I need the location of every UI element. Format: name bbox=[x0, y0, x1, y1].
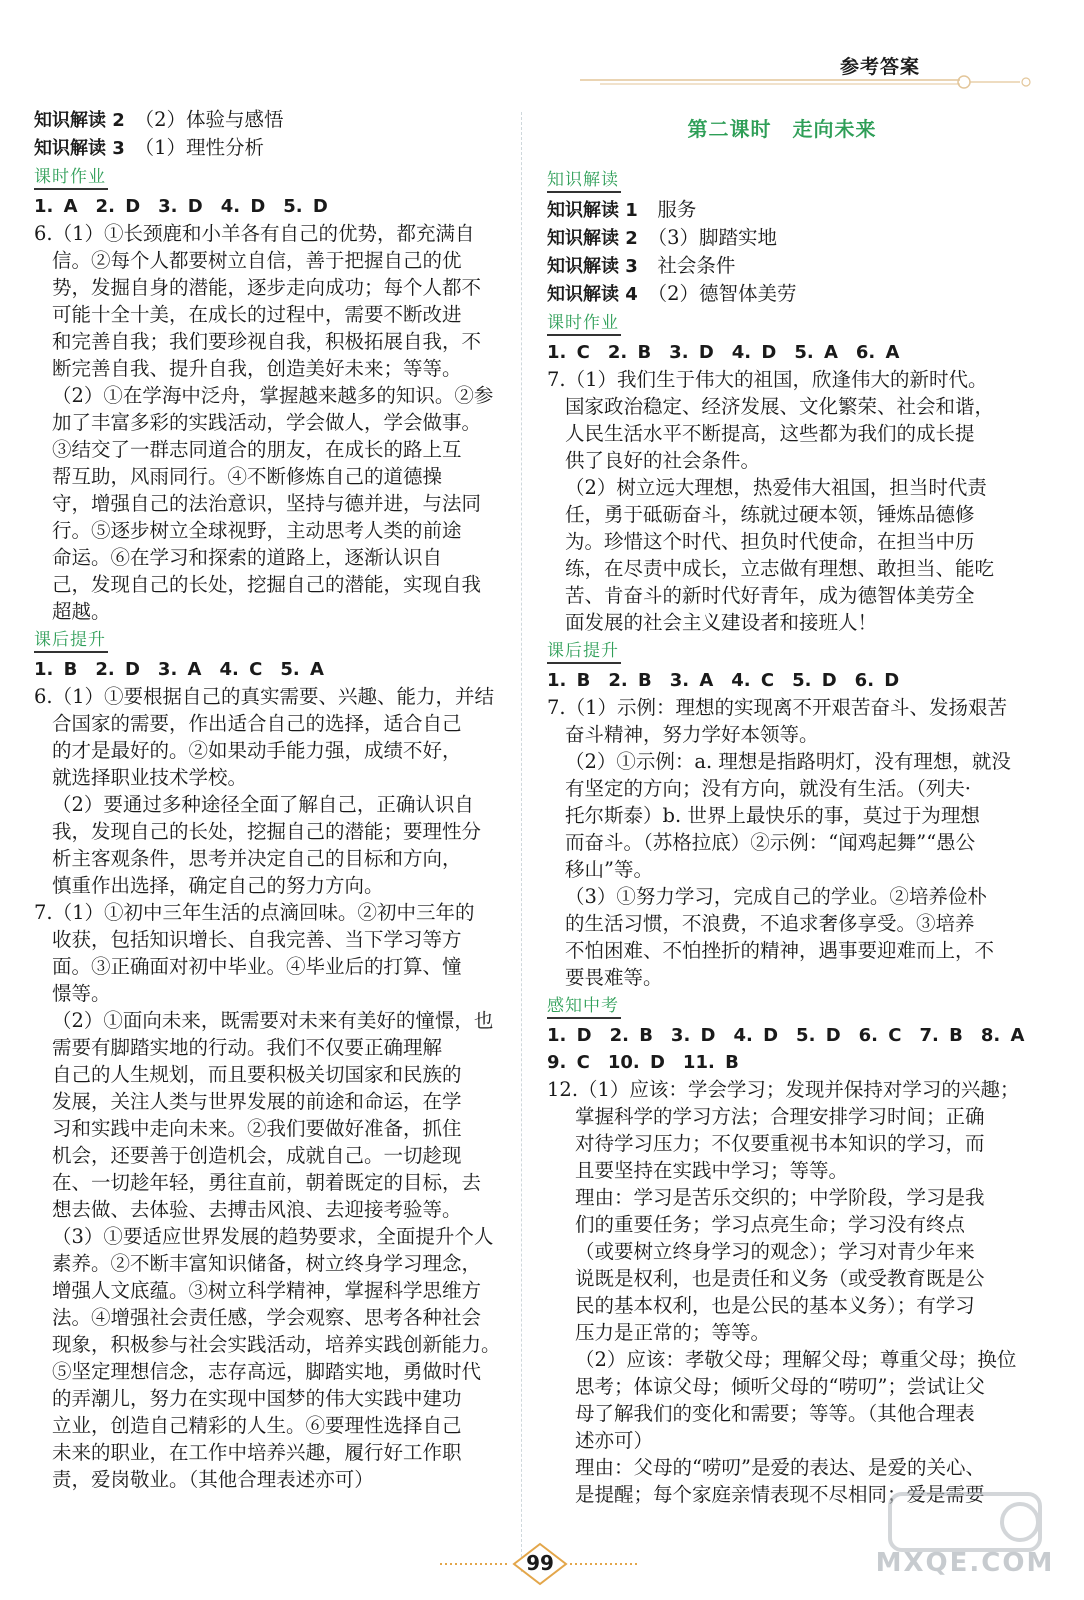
answer-line: 未来的职业，在工作中培养兴趣，履行好工作职 bbox=[52, 1441, 462, 1464]
question-block bbox=[34, 220, 504, 625]
question-block bbox=[34, 683, 504, 899]
answer-line: ③结交了一群志同道合的朋友，在成长的路上互 bbox=[52, 438, 462, 461]
answer-line: 理由：父母的“唠叨”是爱的表达、是爱的关心、 bbox=[575, 1456, 985, 1479]
answer-line: 练，在尽责中成长，立志做有理想、敢担当、能吃 bbox=[565, 557, 995, 580]
knowledge-item: 知识解读 2 （3）脚踏实地 bbox=[547, 226, 777, 249]
answer-line: 是提醒；每个家庭亲情表现不尽相同；爱是需要 bbox=[575, 1483, 985, 1506]
answer-line: （或要树立终身学习的观念）；学习对青少年来 bbox=[575, 1240, 975, 1263]
answer-line: 势，发掘自身的潜能，逐步走向成功；每个人都不 bbox=[52, 276, 482, 299]
answer-row: 1. B 2. B 3. A 4. C 5. D 6. D bbox=[547, 670, 900, 691]
answer-line: （2）树立远大理想，热爱伟大祖国，担当时代责 bbox=[565, 476, 987, 499]
answer-line: 面发展的社会主义建设者和接班人！ bbox=[565, 611, 878, 634]
answer-line: 析主客观条件，思考并决定自己的目标和方向， bbox=[52, 847, 462, 870]
answer-line: 合国家的需要，作出适合自己的选择，适合自己 bbox=[52, 712, 462, 735]
answer-line: 在、一切趁年轻，勇往直前，朝着既定的目标，去 bbox=[52, 1171, 482, 1194]
answer-line: 而奋斗。（苏格拉底）②示例：“闻鸡起舞”“愚公 bbox=[565, 831, 976, 854]
knowledge-item: 知识解读 1 服务 bbox=[547, 198, 697, 221]
answer-line: 母了解我们的变化和需要；等等。（其他合理表 bbox=[575, 1402, 975, 1425]
answer-line: 国家政治稳定、经济发展、文化繁荣、社会和谐， bbox=[565, 395, 995, 418]
answer-line: 说既是权利，也是责任和义务（或受教育既是公 bbox=[575, 1267, 985, 1290]
answer-line: 的生活习惯，不浪费，不追求奢侈享受。③培养 bbox=[565, 912, 975, 935]
page-number: 99 bbox=[526, 1551, 554, 1575]
question-block bbox=[547, 694, 1017, 991]
watermark bbox=[870, 1488, 1060, 1588]
answer-line: 帮互助，风雨同行。④不断修炼自己的道德操 bbox=[52, 465, 443, 488]
knowledge-item: 知识解读 2 （2）体验与感悟 bbox=[34, 108, 284, 131]
answer-line: （2）①示例：a. 理想是指路明灯，没有理想，就没 bbox=[565, 750, 1011, 773]
answer-line: 任，勇于砥砺奋斗，练就过硬本领，锤炼品德修 bbox=[565, 503, 975, 526]
answer-line: 增强人文底蕴。③树立科学精神，掌握科学思维方 bbox=[52, 1279, 482, 1302]
answer-line: 需要有脚踏实地的行动。我们不仅要正确理解 bbox=[52, 1036, 443, 1059]
answer-line: 面。③正确面对初中毕业。④毕业后的打算、憧 bbox=[52, 955, 462, 978]
answer-line: 述亦可） bbox=[575, 1429, 654, 1452]
section-tag: 课后提升 bbox=[34, 629, 108, 653]
question-block bbox=[547, 1076, 1020, 1508]
answer-line: 责，爱岗敬业。（其他合理表述亦可） bbox=[52, 1468, 374, 1491]
watermark-text: MXQE.COM bbox=[875, 1548, 1055, 1578]
answer-line: 收获，包括知识增长、自我完善、当下学习等方 bbox=[52, 928, 462, 951]
question-block bbox=[547, 366, 1017, 636]
column-divider bbox=[521, 112, 522, 1572]
answer-line: 不怕困难、不怕挫折的精神，遇事要迎难而上，不 bbox=[565, 939, 995, 962]
answer-line: 可能十全十美，在成长的过程中，需要不断改进 bbox=[52, 303, 462, 326]
answer-line: 就选择职业技术学校。 bbox=[52, 766, 248, 789]
header-title: 参考答案 bbox=[840, 56, 921, 78]
answer-line: 慎重作出选择，确定自己的努力方向。 bbox=[52, 874, 384, 897]
answer-line: 有坚定的方向；没有方向，就没有生活。（列夫· bbox=[565, 777, 971, 800]
section-tag: 课时作业 bbox=[547, 312, 621, 336]
answer-line: 和完善自我；我们要珍视自我，积极拓展自我，不 bbox=[52, 330, 482, 353]
answer-line: 法。④增强社会责任感，学会观察、思考各种社会 bbox=[52, 1306, 482, 1329]
answer-line: 思考；体谅父母；倾听父母的“唠叨”；尝试让父 bbox=[575, 1375, 985, 1398]
answer-line: 民的基本权利，也是公民的基本义务）；有学习 bbox=[575, 1294, 975, 1317]
answer-line: 加了丰富多彩的实践活动，学会做人，学会做事。 bbox=[52, 411, 482, 434]
answer-line: 12.（1）应该：学会学习；发现并保持对学习的兴趣； bbox=[547, 1078, 1020, 1101]
answer-line: 们的重要任务；学习点亮生命；学习没有终点 bbox=[575, 1213, 966, 1236]
answer-line: 机会，还要善于创造机会，成就自己。一切趁现 bbox=[52, 1144, 462, 1167]
answer-line: 现象，积极参与社会实践活动，培养实践创新能力。 bbox=[52, 1333, 501, 1356]
right-column bbox=[547, 116, 1025, 1508]
answer-line: （2）①面向未来，既需要对未来有美好的憧憬，也 bbox=[52, 1009, 494, 1032]
knowledge-item: 知识解读 3 （1）理性分析 bbox=[34, 136, 264, 159]
answer-row: 1. B 2. D 3. A 4. C 5. A bbox=[34, 659, 324, 680]
answer-line: 理由：学习是苦乐交织的；中学阶段，学习是我 bbox=[575, 1186, 985, 1209]
answer-line: 立业，创造自己精彩的人生。⑥要理性选择自己 bbox=[52, 1414, 462, 1437]
answer-line: 超越。 bbox=[52, 600, 111, 623]
left-column bbox=[34, 106, 504, 1493]
header-rule bbox=[580, 74, 1050, 98]
answer-line: 守，增强自己的法治意识，坚持与德并进，与法同 bbox=[52, 492, 482, 515]
answer-line: 想去做、去体验、去搏击风浪、去迎接考验等。 bbox=[52, 1198, 462, 1221]
answer-line: 己，发现自己的长处，挖掘自己的潜能，实现自我 bbox=[52, 573, 482, 596]
answer-line: 供了良好的社会条件。 bbox=[565, 449, 761, 472]
answer-line: ⑤坚定理想信念，志存高远，脚踏实地，勇做时代 bbox=[52, 1360, 482, 1383]
answer-line: 信。②每个人都要树立自信，善于把握自己的优 bbox=[52, 249, 462, 272]
answer-line: （2）应该：孝敬父母；理解父母；尊重父母；换位 bbox=[575, 1348, 1017, 1371]
answer-line: 压力是正常的；等等。 bbox=[575, 1321, 771, 1344]
answer-row: 1. C 2. B 3. D 4. D 5. A 6. A bbox=[547, 342, 900, 363]
answer-line: 憬等。 bbox=[52, 982, 111, 1005]
answer-row: 1. A 2. D 3. D 4. D 5. D bbox=[34, 196, 328, 217]
answer-line: （2）①在学海中泛舟，掌握越来越多的知识。②参 bbox=[52, 384, 494, 407]
answer-line: 对待学习压力；不仅要重视书本知识的学习，而 bbox=[575, 1132, 985, 1155]
answer-line: 奋斗精神，努力学好本领等。 bbox=[565, 723, 819, 746]
answer-line: 人民生活水平不断提高，这些都为我们的成长提 bbox=[565, 422, 975, 445]
answer-line: （2）要通过多种途径全面了解自己，正确认识自 bbox=[52, 793, 474, 816]
section-tag: 知识解读 bbox=[547, 169, 621, 193]
answer-line: 自己的人生规划，而且要积极关切国家和民族的 bbox=[52, 1063, 462, 1086]
answer-row: 1. D 2. B 3. D 4. D 5. D 6. C 7. B 8. A bbox=[547, 1025, 1025, 1046]
answer-line: 要畏难等。 bbox=[565, 966, 663, 989]
answer-line: 6.（1）①长颈鹿和小羊各有自己的优势，都充满自 bbox=[34, 222, 475, 245]
answer-line: 且要坚持在实践中学习；等等。 bbox=[575, 1159, 849, 1182]
answer-line: （3）①要适应世界发展的趋势要求，全面提升个人 bbox=[52, 1225, 494, 1248]
answer-line: 7.（1）我们生于伟大的祖国，欣逢伟大的新时代。 bbox=[547, 368, 988, 391]
question-block bbox=[34, 899, 504, 1493]
answer-line: 移山”等。 bbox=[565, 858, 653, 881]
answer-line: 的才是最好的。②如果动手能力强，成绩不好， bbox=[52, 739, 462, 762]
answer-line: （3）①努力学习，完成自己的学业。②培养俭朴 bbox=[565, 885, 987, 908]
knowledge-item: 知识解读 3 社会条件 bbox=[547, 254, 736, 277]
answer-line: 我，发现自己的长处，挖掘自己的潜能；要理性分 bbox=[52, 820, 482, 843]
answer-row: 9. C 10. D 11. B bbox=[547, 1052, 739, 1073]
knowledge-item: 知识解读 4 （2）德智体美劳 bbox=[547, 282, 797, 305]
page-footer bbox=[440, 1542, 640, 1586]
answer-line: 习和实践中走向未来。②我们要做好准备，抓住 bbox=[52, 1117, 462, 1140]
section-tag: 课后提升 bbox=[547, 640, 621, 664]
section-tag: 感知中考 bbox=[547, 995, 621, 1019]
answer-line: 为。珍惜这个时代、担负时代使命，在担当中历 bbox=[565, 530, 975, 553]
answer-line: 命运。⑥在学习和探索的道路上，逐渐认识自 bbox=[52, 546, 443, 569]
answer-line: 行。⑤逐步树立全球视野，主动思考人类的前途 bbox=[52, 519, 462, 542]
answer-line: 素养。②不断丰富知识储备，树立终身学习理念， bbox=[52, 1252, 482, 1275]
answer-line: 的弄潮儿，努力在实现中国梦的伟大实践中建功 bbox=[52, 1387, 462, 1410]
answer-line: 托尔斯泰）b. 世界上最快乐的事，莫过于为理想 bbox=[565, 804, 980, 827]
answer-line: 苦、肯奋斗的新时代好青年，成为德智体美劳全 bbox=[565, 584, 975, 607]
answer-line: 掌握科学的学习方法；合理安排学习时间；正确 bbox=[575, 1105, 985, 1128]
answer-line: 发展，关注人类与世界发展的前途和命运，在学 bbox=[52, 1090, 462, 1113]
section-tag: 课时作业 bbox=[34, 166, 108, 190]
answer-line: 断完善自我、提升自我，创造美好未来；等等。 bbox=[52, 357, 462, 380]
answer-line: 7.（1）①初中三年生活的点滴回味。②初中三年的 bbox=[34, 901, 475, 924]
answer-line: 7.（1）示例：理想的实现离不开艰苦奋斗、发扬艰苦 bbox=[547, 696, 1008, 719]
answer-line: 6.（1）①要根据自己的真实需要、兴趣、能力，并结 bbox=[34, 685, 495, 708]
lesson-title: 第二课时 走向未来 bbox=[687, 117, 877, 141]
